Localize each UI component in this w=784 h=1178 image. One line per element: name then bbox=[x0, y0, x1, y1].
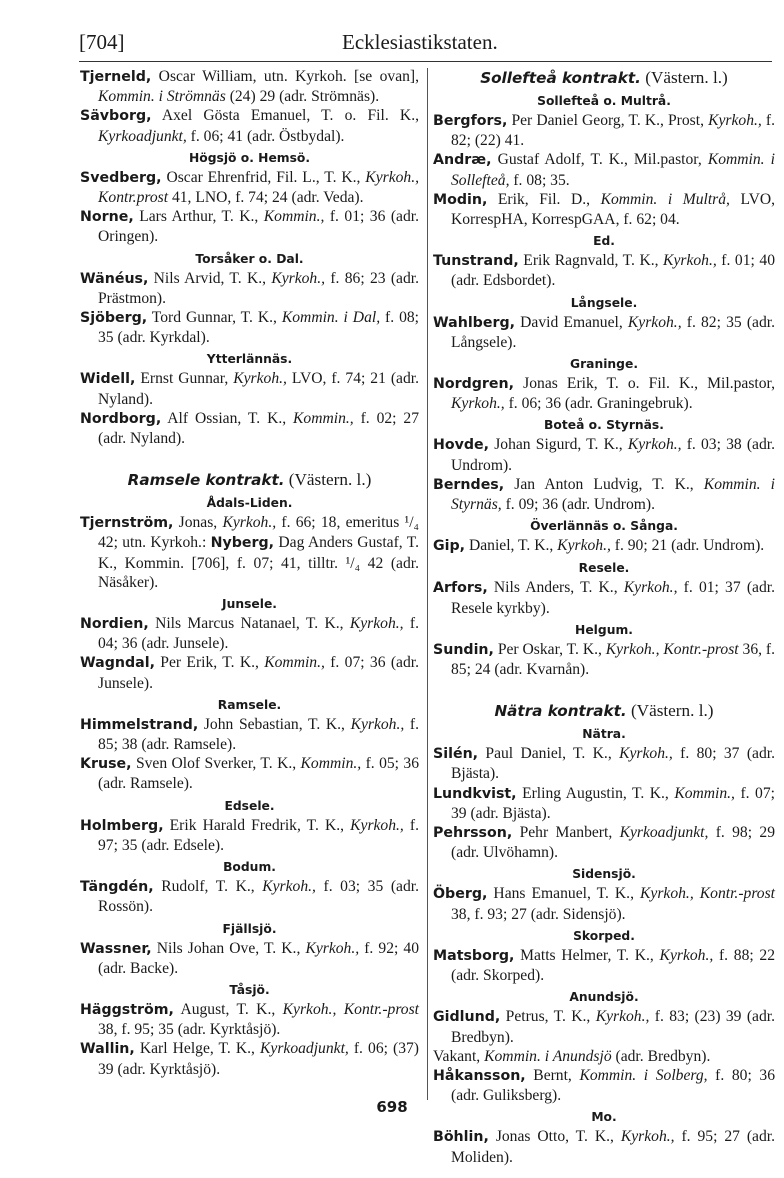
clergy-entry bbox=[433, 823, 775, 862]
entry-text: LVO, KorrespHA, KorrespGAA, f. 62; 04. bbox=[451, 190, 775, 229]
entry-text: Oscar William, utn. Kyrkoh. [se ovan], bbox=[151, 68, 419, 85]
clergy-entry bbox=[433, 640, 775, 679]
parish-heading: Ed. bbox=[593, 234, 615, 249]
clergy-surname: Böhlin, bbox=[433, 1129, 489, 1146]
entry-office: Kommin., bbox=[293, 409, 354, 427]
entry-office: Kyrkoh., Kontr.prost bbox=[98, 168, 419, 207]
entry-text: f. 98; 29 (adr. Ulvöhamn). bbox=[451, 824, 775, 862]
parish-heading: Tåsjö. bbox=[229, 982, 270, 997]
clergy-entry bbox=[433, 946, 775, 985]
clergy-entry bbox=[80, 653, 419, 692]
entry-office: Kommin. i Multrå, bbox=[600, 190, 730, 208]
entry-office: Kommin. i Dal, bbox=[281, 309, 381, 327]
entry-office: Kyrkoh., Kontr.-prost bbox=[282, 1000, 420, 1018]
clergy-surname: Sjöberg, bbox=[80, 310, 148, 327]
entry-text: Karl Helge, T. K., bbox=[134, 1040, 261, 1058]
clergy-surname: Andræ, bbox=[433, 152, 492, 169]
clergy-surname: Bergfors, bbox=[433, 113, 508, 129]
entry-text: f. 01; 37 (adr. Resele kyrkby). bbox=[451, 579, 775, 617]
parish-heading: Boteå o. Styrnäs. bbox=[544, 418, 664, 433]
clergy-surname: Wagndal, bbox=[80, 655, 155, 672]
entry-text: f. 07; 39 (adr. Bjästa). bbox=[451, 784, 775, 822]
clergy-surname: Häggström, bbox=[80, 1001, 174, 1018]
entry-text: Per Erik, T. K., bbox=[154, 654, 265, 672]
clergy-entry bbox=[80, 67, 419, 106]
clergy-entry bbox=[80, 106, 419, 145]
entry-text: 36, f. 85; 24 (adr. Kvarnån). bbox=[451, 640, 776, 679]
parish-heading: Mo. bbox=[591, 1110, 617, 1125]
clergy-entry bbox=[433, 111, 775, 150]
entry-text: f. 85; 38 (adr. Ramsele). bbox=[98, 715, 419, 754]
entry-text: John Sebastian, T. K., bbox=[198, 715, 351, 733]
clergy-entry bbox=[80, 877, 419, 916]
entry-office: Kommin., bbox=[264, 654, 325, 672]
entry-text: Vakant, bbox=[433, 1047, 485, 1065]
clergy-surname: Nordborg, bbox=[80, 410, 162, 427]
entry-text: Gustaf Adolf, T. K., Mil.pastor, bbox=[491, 151, 708, 169]
right-column bbox=[433, 67, 775, 1167]
entry-text: Dag Anders Gustaf, T. K., Kommin. [706], f. 07; 41, tilltr. ¹/₄ 42 (adr. Näsåker). bbox=[98, 534, 419, 591]
entry-text: Johan Sigurd, T. K., bbox=[489, 436, 628, 454]
clergy-surname: Kruse, bbox=[80, 756, 132, 773]
clergy-surname: Matsborg, bbox=[433, 947, 515, 964]
page-number: 698 bbox=[376, 1098, 408, 1116]
parish-heading: Graninge. bbox=[570, 357, 638, 372]
deanery-name: Sollefteå kontrakt. bbox=[480, 69, 641, 87]
clergy-entry bbox=[433, 1127, 775, 1166]
entry-text: f. 88; 22 (adr. Skorped). bbox=[451, 946, 775, 985]
entry-text: 41, LNO, f. 74; 24 (adr. Veda). bbox=[168, 189, 364, 207]
deanery-heading bbox=[433, 700, 775, 722]
clergy-entry bbox=[80, 168, 419, 207]
clergy-surname: Tjerneld, bbox=[80, 69, 152, 85]
entry-text: LVO, f. 74; 21 (adr. Nyland). bbox=[98, 370, 419, 408]
entry-text: Nils Marcus Natanael, T. K., bbox=[148, 615, 350, 633]
entry-office: Kyrkoh., bbox=[262, 878, 316, 896]
entry-text: f. 97; 35 (adr. Edsele). bbox=[98, 816, 419, 854]
clergy-entry bbox=[80, 816, 419, 855]
entry-office: Kommin. i Sollefteå, bbox=[451, 151, 775, 189]
entry-office: Kyrkoh., bbox=[708, 112, 762, 129]
clergy-surname: Pehrsson, bbox=[433, 825, 513, 842]
entry-office: Kyrkoadjunkt, bbox=[619, 824, 709, 842]
entry-text: Oscar Ehrenfrid, Fil. L., T. K., bbox=[161, 168, 366, 186]
entry-text: f. 01; 36 (adr. Oringen). bbox=[98, 208, 419, 246]
clergy-surname: Wahlberg, bbox=[433, 314, 516, 331]
entry-text: f. 82; 35 (adr. Långsele). bbox=[451, 313, 775, 351]
entry-office: Kyrkoh., bbox=[663, 252, 717, 270]
deanery-county: (Västern. l.) bbox=[640, 68, 728, 87]
entry-text: f. 90; 21 (adr. Undrom). bbox=[610, 537, 765, 555]
deanery-name: Nätra kontrakt. bbox=[494, 702, 627, 721]
entry-text: f. 04; 36 (adr. Junsele). bbox=[98, 615, 419, 653]
clergy-surname: Norne, bbox=[80, 209, 134, 226]
entry-office: Kyrkoh., bbox=[623, 579, 678, 597]
parish-heading: Junsele. bbox=[222, 597, 277, 612]
deanery-heading bbox=[433, 67, 775, 89]
clergy-entry bbox=[80, 715, 419, 754]
entry-office: Kommin. i Solberg, bbox=[579, 1066, 708, 1084]
entry-office: Kyrkoh., bbox=[233, 370, 287, 388]
entry-text: Matts Helmer, T. K., bbox=[514, 946, 660, 964]
entry-office: Kommin. i Styrnäs, bbox=[451, 475, 775, 514]
clergy-entry bbox=[433, 150, 775, 189]
entry-office: Kyrkoh., bbox=[305, 939, 360, 957]
clergy-entry bbox=[80, 369, 419, 408]
entry-text: Nils Johan Ove, T. K., bbox=[151, 939, 306, 957]
clergy-surname: Himmelstrand, bbox=[80, 716, 199, 733]
entry-text: f. 02; 27 (adr. Nyland). bbox=[98, 409, 419, 448]
entry-office: Kommin., bbox=[300, 755, 362, 773]
entry-text: Per Oskar, T. K., bbox=[493, 640, 606, 658]
entry-text: f. 06; 36 (adr. Graningebruk). bbox=[504, 395, 693, 413]
entry-office: Kyrkoh., bbox=[349, 615, 404, 633]
entry-office: Kommin. i Strömnäs bbox=[98, 88, 226, 106]
parish-heading: Bodum. bbox=[223, 860, 276, 875]
entry-text: f. 03; 38 (adr. Undrom). bbox=[451, 436, 775, 474]
entry-text: Petrus, T. K., bbox=[500, 1008, 596, 1026]
clergy-entry bbox=[80, 207, 419, 246]
clergy-surname: Håkansson, bbox=[433, 1067, 526, 1084]
entry-text: f. 95; 27 (adr. Moliden). bbox=[451, 1128, 775, 1166]
clergy-surname: Gip, bbox=[433, 538, 466, 555]
clergy-entry bbox=[433, 784, 775, 823]
entry-text: Nils Anders, T. K., bbox=[487, 579, 624, 597]
parish-heading: Fjällsjö. bbox=[222, 921, 277, 936]
entry-text: f. 09; 36 (adr. Undrom). bbox=[501, 496, 655, 514]
entry-text: Hans Emanuel, T. K., bbox=[487, 885, 641, 903]
clergy-entry bbox=[80, 1039, 419, 1078]
clergy-entry bbox=[433, 536, 775, 556]
entry-text: Daniel, T. K., bbox=[465, 537, 558, 555]
clergy-entry bbox=[80, 409, 419, 448]
clergy-surname: Holmberg, bbox=[80, 817, 164, 834]
clergy-surname: Nyberg, bbox=[210, 535, 275, 552]
clergy-entry bbox=[80, 308, 419, 347]
entry-text: Erik Ragnvald, T. K., bbox=[518, 252, 664, 270]
clergy-entry bbox=[433, 313, 775, 352]
parish-heading: Edsele. bbox=[224, 798, 275, 813]
entry-text: f. 06; 41 (adr. Östbydal). bbox=[186, 127, 345, 145]
entry-text: Erik, Fil. D., bbox=[487, 190, 601, 208]
entry-office: Kyrkoh., bbox=[350, 816, 404, 834]
clergy-entry bbox=[433, 435, 775, 474]
clergy-entry bbox=[433, 744, 775, 783]
entry-text: 38, f. 95; 35 (adr. Kyrktåsjö). bbox=[98, 1021, 281, 1039]
entry-office: Kyrkoadjunkt, bbox=[260, 1040, 349, 1058]
page-reference: [704] bbox=[79, 30, 125, 54]
entry-text: f. 01; 40 (adr. Edsbordet). bbox=[451, 252, 775, 290]
entry-office: Kyrkoh., bbox=[627, 436, 682, 454]
parish-heading: Ytterlännäs. bbox=[206, 352, 293, 367]
entry-text: Ernst Gunnar, bbox=[135, 370, 234, 388]
entry-text: Alf Ossian, T. K., bbox=[161, 409, 294, 427]
clergy-surname: Gidlund, bbox=[433, 1009, 501, 1026]
entry-text: f. 86; 23 (adr. Prästmon). bbox=[98, 269, 419, 307]
entry-text: 38, f. 93; 27 (adr. Sidensjö). bbox=[451, 905, 626, 923]
vacancy-entry bbox=[433, 1047, 775, 1066]
entry-office: Kyrkoh., bbox=[659, 946, 714, 964]
entry-text: Jonas, bbox=[173, 514, 223, 532]
clergy-entry bbox=[433, 1007, 775, 1046]
parish-heading: Resele. bbox=[578, 561, 630, 576]
parish-heading: Sollefteå o. Multrå. bbox=[537, 94, 671, 108]
clergy-entry bbox=[433, 475, 775, 514]
parish-heading: Ådals-Liden. bbox=[206, 496, 293, 511]
clergy-surname: Öberg, bbox=[433, 886, 488, 903]
page-header bbox=[79, 30, 772, 62]
entry-office: Kyrkoh., bbox=[451, 395, 505, 413]
entry-text: Jonas Erik, T. o. Fil. K., Mil.pastor, bbox=[514, 375, 775, 393]
running-title: Ecklesiastikstaten. bbox=[342, 30, 498, 54]
entry-text: f. 08; 35. bbox=[509, 171, 570, 189]
entry-text: f. 83; (23) 39 (adr. Bredbyn). bbox=[451, 1008, 775, 1046]
entry-text: f. 82; (22) 41. bbox=[451, 112, 776, 150]
parish-heading: Högsjö o. Hemsö. bbox=[188, 150, 311, 165]
entry-office: Kommin., bbox=[674, 784, 735, 802]
entry-text: Lars Arthur, T. K., bbox=[133, 208, 264, 226]
clergy-surname: Lundkvist, bbox=[433, 785, 517, 802]
entry-text: Bernt, bbox=[525, 1066, 580, 1084]
entry-text: Paul Daniel, T. K., bbox=[478, 745, 620, 763]
parish-heading: Helgum. bbox=[575, 622, 633, 637]
clergy-surname: Wänéus, bbox=[80, 270, 149, 287]
clergy-surname: Berndes, bbox=[433, 476, 505, 493]
parish-heading: Ramsele. bbox=[217, 697, 282, 712]
entry-text: Axel Gösta Emanuel, T. o. Fil. K., bbox=[151, 107, 419, 125]
entry-office: Kyrkoadjunkt, bbox=[98, 127, 187, 145]
entry-office: Kyrkoh., bbox=[557, 537, 611, 555]
entry-text: Erik Harald Fredrik, T. K., bbox=[163, 816, 351, 834]
entry-office: Kommin., bbox=[263, 208, 325, 226]
entry-office: Kyrkoh., bbox=[595, 1008, 650, 1026]
clergy-entry bbox=[80, 614, 419, 653]
clergy-surname: Nordgren, bbox=[433, 376, 515, 393]
column-divider bbox=[427, 68, 428, 1100]
entry-text: Rudolf, T. K., bbox=[153, 878, 263, 896]
entry-office: Kyrkoh., bbox=[350, 715, 405, 733]
parish-heading: Nätra. bbox=[582, 727, 626, 742]
clergy-entry bbox=[433, 374, 775, 413]
clergy-entry bbox=[433, 884, 775, 923]
deanery-county: (Västern. l.) bbox=[626, 701, 714, 721]
entry-text: Tord Gunnar, T. K., bbox=[147, 309, 282, 327]
entry-text: f. 03; 35 (adr. Rossön). bbox=[98, 878, 419, 916]
entry-text: f. 06; (37) 39 (adr. Kyrktåsjö). bbox=[98, 1040, 419, 1078]
entry-text: Nils Arvid, T. K., bbox=[148, 269, 272, 287]
clergy-surname: Tunstrand, bbox=[433, 253, 519, 270]
parish-heading: Torsåker o. Dal. bbox=[195, 251, 304, 266]
clergy-surname: Arfors, bbox=[433, 580, 488, 597]
clergy-surname: Svedberg, bbox=[80, 169, 162, 186]
parish-heading: Sidensjö. bbox=[572, 867, 636, 882]
entry-office: Kyrkoh., bbox=[620, 1128, 675, 1146]
clergy-surname: Hovde, bbox=[433, 437, 490, 454]
clergy-entry bbox=[433, 190, 775, 229]
entry-text: f. 80; 37 (adr. Bjästa). bbox=[451, 745, 775, 783]
clergy-surname: Tjernström, bbox=[80, 515, 174, 532]
entry-text: David Emanuel, bbox=[515, 313, 628, 331]
entry-text: August, T. K., bbox=[173, 1000, 283, 1018]
clergy-entry bbox=[80, 754, 419, 793]
entry-office: Kyrkoh., bbox=[619, 745, 673, 763]
parish-heading: Överlännäs o. Sånga. bbox=[530, 519, 678, 534]
entry-text: Pehr Manbert, bbox=[512, 824, 620, 842]
entry-office: Kyrkoh., Kontr.-prost bbox=[605, 640, 739, 658]
deanery-name: Ramsele kontrakt. bbox=[127, 471, 285, 490]
parish-heading: Anundsjö. bbox=[569, 990, 639, 1005]
clergy-surname: Wallin, bbox=[80, 1041, 135, 1058]
deanery-heading bbox=[80, 469, 419, 491]
left-column bbox=[80, 67, 419, 1079]
clergy-surname: Modin, bbox=[433, 191, 488, 208]
entry-office: Kommin. i Anundsjö bbox=[484, 1047, 612, 1065]
clergy-surname: Wassner, bbox=[80, 940, 152, 957]
clergy-surname: Tängdén, bbox=[80, 879, 154, 896]
clergy-entry bbox=[80, 513, 419, 592]
clergy-surname: Nordien, bbox=[80, 616, 149, 633]
entry-text: f. 66; 18, emeritus ¹/₄ 42; utn. Kyrkoh.: bbox=[98, 514, 419, 552]
entry-text: Sven Olof Sverker, T. K., bbox=[131, 755, 301, 773]
parish-heading: Skorped. bbox=[573, 928, 635, 943]
clergy-surname: Sundin, bbox=[433, 641, 494, 658]
parish-heading: Långsele. bbox=[570, 295, 638, 310]
entry-office: Kyrkoh., bbox=[627, 313, 682, 331]
clergy-entry bbox=[433, 578, 775, 617]
clergy-surname: Silén, bbox=[433, 746, 479, 763]
entry-text: Jonas Otto, T. K., bbox=[488, 1128, 621, 1146]
entry-text: Erling Augustin, T. K., bbox=[516, 784, 675, 802]
entry-office: Kyrkoh., bbox=[271, 269, 326, 287]
clergy-entry bbox=[433, 251, 775, 290]
entry-text: (adr. Bredbyn). bbox=[611, 1047, 711, 1065]
entry-text: f. 92; 40 (adr. Backe). bbox=[98, 939, 419, 977]
clergy-entry bbox=[80, 939, 419, 978]
entry-text: f. 08; 35 (adr. Kyrkdal). bbox=[98, 309, 419, 347]
entry-text: f. 07; 36 (adr. Junsele). bbox=[98, 654, 419, 692]
clergy-surname: Widell, bbox=[80, 371, 136, 388]
clergy-entry bbox=[80, 269, 419, 308]
header-rule bbox=[79, 61, 772, 62]
entry-text: f. 05; 36 (adr. Ramsele). bbox=[98, 755, 419, 793]
entry-office: Kyrkoh., Kontr.-prost bbox=[640, 885, 776, 903]
clergy-entry bbox=[80, 1000, 419, 1039]
entry-text: Jan Anton Ludvig, T. K., bbox=[504, 475, 704, 493]
deanery-county: (Västern. l.) bbox=[284, 470, 372, 490]
entry-text: f. 80; 36 (adr. Guliksberg). bbox=[451, 1066, 776, 1105]
entry-text: Per Daniel Georg, T. K., Prost, bbox=[507, 112, 709, 129]
entry-office: Kyrkoh., bbox=[222, 514, 277, 532]
entry-text: (24) 29 (adr. Strömnäs). bbox=[225, 88, 380, 106]
clergy-surname: Sävborg, bbox=[80, 108, 152, 125]
